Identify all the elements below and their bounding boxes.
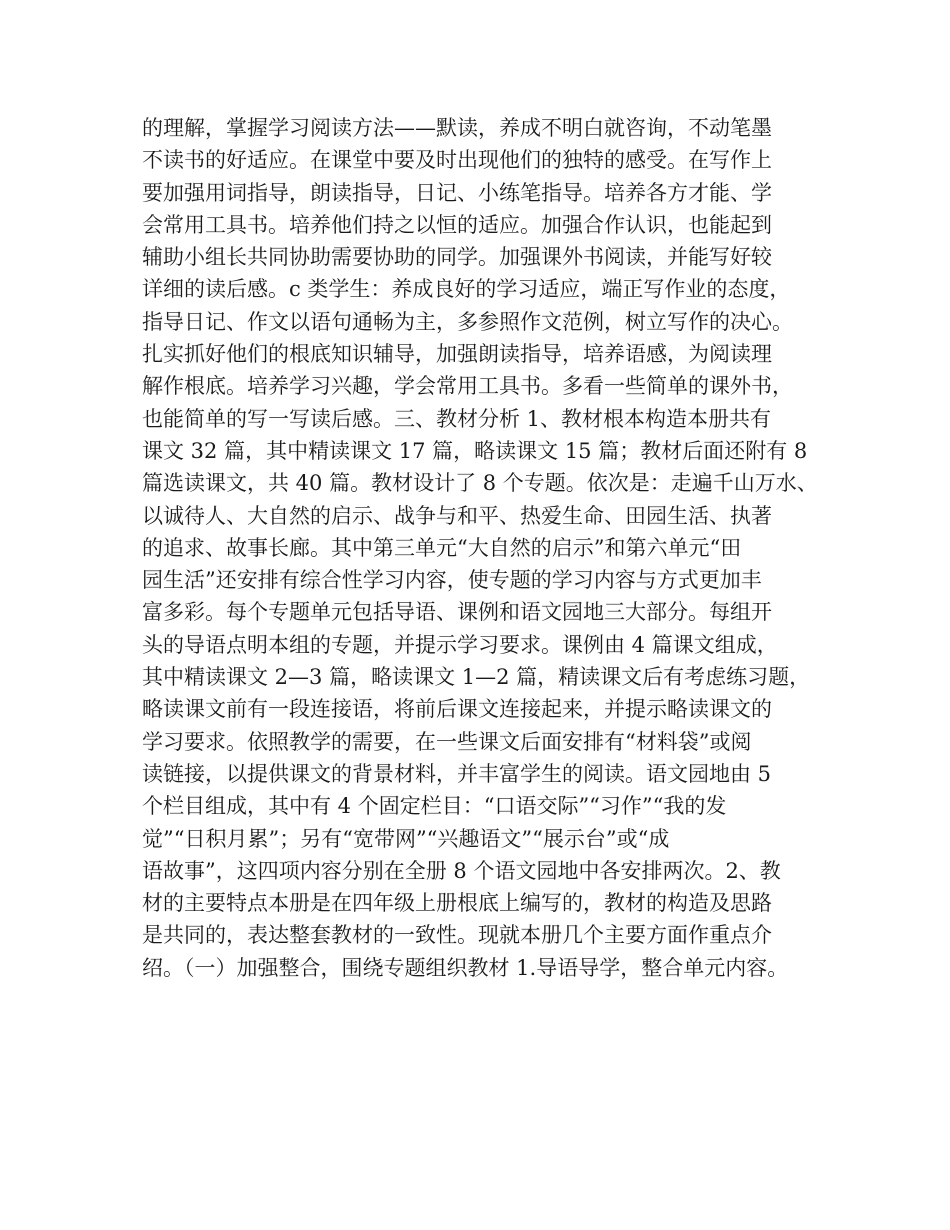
- text-line: 绍。（一）加强整合，围绕专题组织教材 1.导语导学，整合单元内容。: [142, 955, 789, 980]
- text-line: 课文 32 篇，其中精读课文 17 篇，略读课文 15 篇；教材后面还附有 8: [142, 438, 808, 463]
- text-line: 材的主要特点本册是在四年级上册根底上编写的，教材的构造及思路: [142, 891, 772, 916]
- text-line: 是共同的，表达整套教材的一致性。现就本册几个主要方面作重点介: [142, 923, 772, 948]
- text-line: 个栏目组成，其中有 4 个固定栏目：“口语交际”“习作”“我的发: [142, 794, 727, 819]
- text-line: 学习要求。依照教学的需要，在一些课文后面安排有“材料袋”或阅: [142, 729, 752, 754]
- text-line: 辅助小组长共同协助需要协助的同学。加强课外书阅读，并能写好较: [142, 245, 772, 270]
- text-line: 富多彩。每个专题单元包括导语、课例和语文园地三大部分。每组开: [142, 600, 772, 625]
- text-line: 头的导语点明本组的专题，并提示学习要求。课例由 4 篇课文组成，: [142, 632, 778, 657]
- text-line: 觉”“日积月累”；另有“宽带网”“兴趣语文”“展示台”或“成: [142, 826, 670, 851]
- text-line: 扎实抓好他们的根底知识辅导，加强朗读指导，培养语感，为阅读理: [142, 342, 772, 367]
- body-text: [142, 112, 842, 984]
- text-line: 语故事”，这四项内容分别在全册 8 个语文园地中各安排两次。2、教: [142, 858, 781, 883]
- text-line: 详细的读后感。c 类学生：养成良好的学习适应，端正写作业的态度，: [142, 277, 791, 302]
- text-line: 要加强用词指导，朗读指导，日记、小练笔指导。培养各方才能、学: [142, 180, 772, 205]
- text-line: 的理解，掌握学习阅读方法——默读，养成不明白就咨询，不动笔墨: [142, 116, 772, 140]
- text-line: 也能简单的写一写读后感。三、教材分析 1、教材根本构造本册共有: [142, 406, 772, 431]
- text-line: 的追求、故事长廊。其中第三单元“大自然的启示”和第六单元“田: [142, 535, 742, 560]
- text-line: 指导日记、作文以语句通畅为主，多参照作文范例，树立写作的决心。: [142, 309, 793, 334]
- text-line: 略读课文前有一段连接语，将前后课文连接起来，并提示略读课文的: [142, 697, 772, 722]
- text-line: 园生活”还安排有综合性学习内容，使专题的学习内容与方式更加丰: [142, 568, 762, 593]
- text-line: 解作根底。培养学习兴趣，学会常用工具书。多看一些简单的课外书，: [142, 374, 793, 399]
- text-line: 篇选读课文，共 40 篇。教材设计了 8 个专题。依次是：走遍千山万水、: [142, 471, 818, 496]
- text-line: 以诚待人、大自然的启示、战争与和平、热爱生命、田园生活、执著: [142, 503, 772, 528]
- text-line: 不读书的好适应。在课堂中要及时出现他们的独特的感受。在写作上: [142, 148, 772, 173]
- text-line: 会常用工具书。培养他们持之以恒的适应。加强合作认识，也能起到: [142, 212, 772, 237]
- text-line: 其中精读课文 2—3 篇，略读课文 1—2 篇，精读课文后有考虑练习题，: [142, 665, 811, 690]
- text-line: 读链接，以提供课文的背景材料，并丰富学生的阅读。语文园地由 5: [142, 761, 772, 786]
